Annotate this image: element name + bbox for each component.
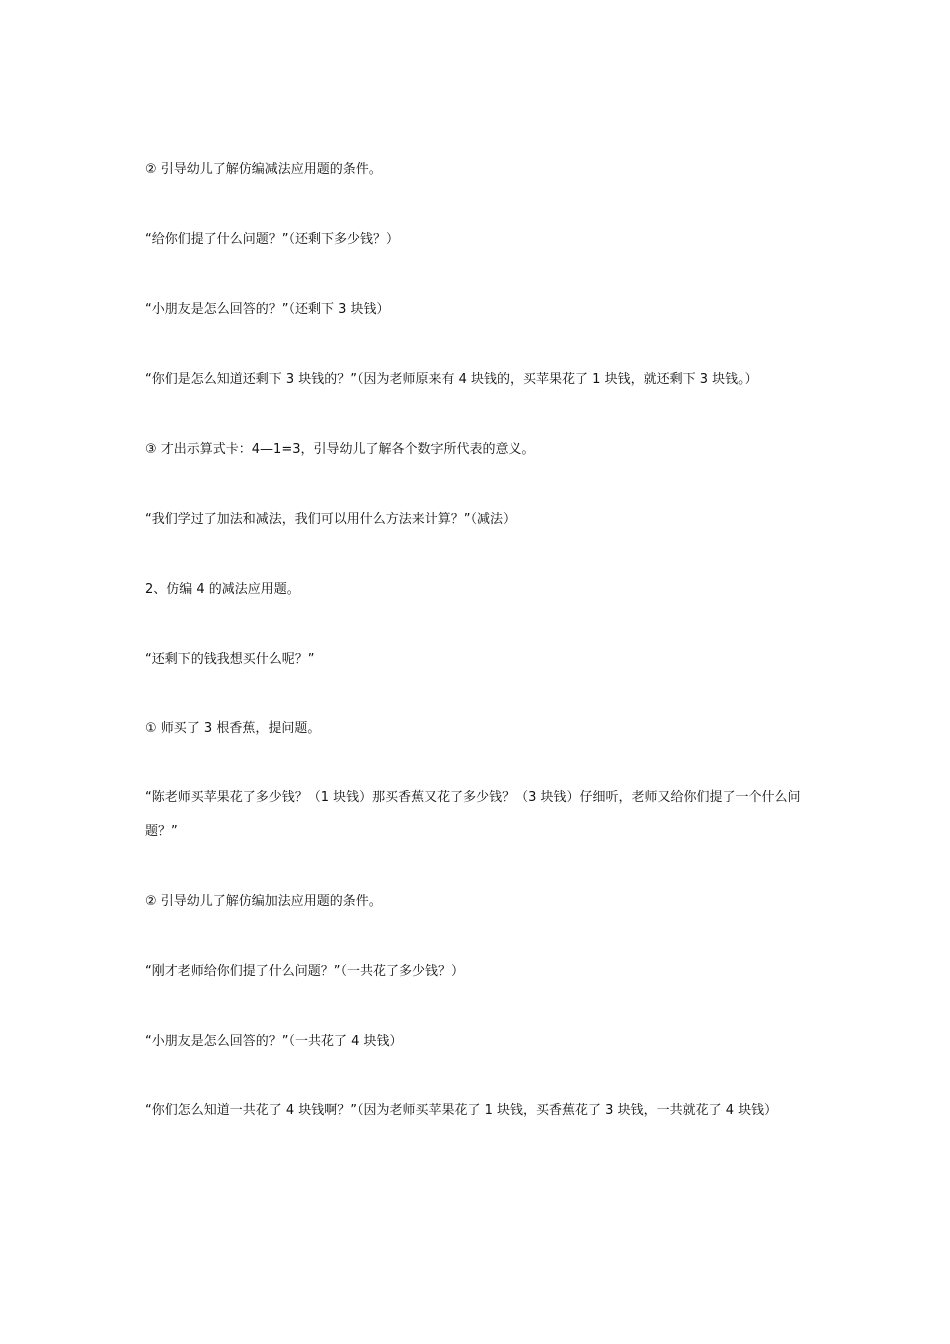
paragraph-3: “小朋友是怎么回答的？”（还剩下 3 块钱） xyxy=(145,302,390,317)
paragraph-8: “还剩下的钱我想买什么呢？” xyxy=(145,652,315,667)
paragraph-14: “你们怎么知道一共花了 4 块钱啊？”（因为老师买苹果花了 1 块钱，买香蕉花了 3 块钱，一共就花了 4 块钱） xyxy=(145,1103,778,1118)
paragraph-9: ① 师买了 3 根香蕉，提问题。 xyxy=(145,721,321,736)
paragraph-11: ② 引导幼儿了解仿编加法应用题的条件。 xyxy=(145,894,382,909)
paragraph-4: “你们是怎么知道还剩下 3 块钱的？”（因为老师原来有 4 块钱的，买苹果花了 1 块钱，就还剩下 3 块钱。） xyxy=(145,372,758,387)
paragraph-5: ③ 才出示算式卡：4—1=3，引导幼儿了解各个数字所代表的意义。 xyxy=(145,442,535,457)
paragraph-6: “我们学过了加法和减法，我们可以用什么方法来计算？”（减法） xyxy=(145,512,516,527)
paragraph-2: “给你们提了什么问题？”（还剩下多少钱？） xyxy=(145,232,399,247)
paragraph-7: 2、仿编 4 的减法应用题。 xyxy=(145,582,300,597)
paragraph-10: “陈老师买苹果花了多少钱？（1 块钱）那买香蕉又花了多少钱？（3 块钱）仔细听，老师又给你们提了一个什么问题？” xyxy=(145,790,801,839)
paragraph-13: “小朋友是怎么回答的？”（一共花了 4 块钱） xyxy=(145,1034,403,1049)
paragraph-12: “刚才老师给你们提了什么问题？”（一共花了多少钱？） xyxy=(145,964,464,979)
paragraph-1: ② 引导幼儿了解仿编减法应用题的条件。 xyxy=(145,162,382,177)
